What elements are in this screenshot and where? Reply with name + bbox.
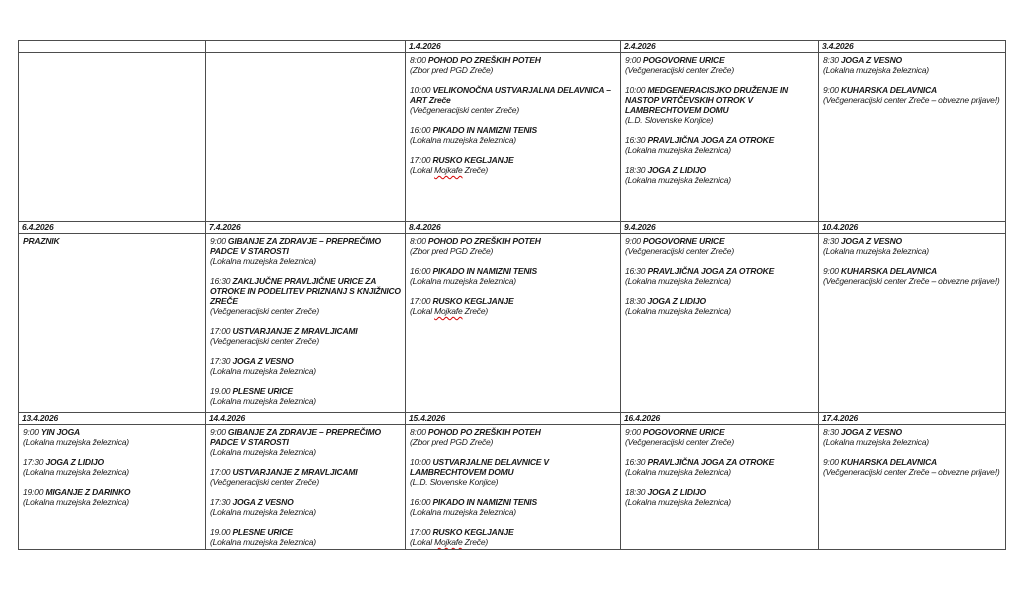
event-head [410, 155, 616, 165]
event [210, 427, 401, 457]
event-head [410, 296, 616, 306]
event-location: (Zbor pred PGD Zreče) [410, 437, 494, 447]
event-location: (Večgeneracijski center Zreče – obvezne prijave!) [823, 276, 1000, 286]
date-header-cell [621, 413, 819, 425]
event-time: 17:00 [410, 296, 433, 306]
event [23, 457, 201, 477]
event-head [625, 165, 814, 175]
event [823, 427, 1001, 447]
event-title: JOGA Z LIDIJO [647, 296, 706, 306]
day-cell-content [19, 53, 205, 221]
event-title: PRAVLJIČNA JOGA ZA OTROKE [647, 266, 775, 276]
event-location: (Lokalna muzejska železnica) [625, 175, 731, 185]
event-time: 18:30 [625, 296, 648, 306]
week-content-row [19, 234, 1006, 413]
event [410, 55, 616, 75]
event-title: MIGANJE Z DARINKO [45, 487, 131, 497]
day-cell [19, 425, 206, 550]
event [210, 497, 401, 517]
event-time: 8:00 [410, 236, 428, 246]
event-location: (Lokal Mojkafe Zreče) [410, 537, 489, 547]
event-time: 19:00 [23, 487, 46, 497]
date-label: 6.4.2026 [22, 222, 54, 232]
event-time: 9:00 [625, 236, 643, 246]
event [410, 155, 616, 175]
event-location: (Lokalna muzejska železnica) [625, 276, 731, 286]
event-location: (Lokalna muzejska železnica) [210, 366, 316, 376]
day-cell-content [819, 53, 1005, 221]
event-time: 17:30 [23, 457, 46, 467]
event-location: (Lokalna muzejska železnica) [410, 135, 516, 145]
event-head [625, 135, 814, 145]
day-cell-content [206, 234, 405, 412]
event-head [210, 386, 401, 396]
event-head [823, 457, 1001, 467]
event-head [625, 427, 814, 437]
date-header-cell [206, 222, 406, 234]
day-cell [819, 425, 1006, 550]
event-title: JOGA Z VESNO [232, 497, 294, 507]
date-header-cell [819, 222, 1006, 234]
date-header-cell [206, 41, 406, 53]
event-title: JOGA Z LIDIJO [45, 457, 104, 467]
event-location: (Lokalna muzejska železnica) [625, 306, 731, 316]
day-cell [206, 53, 406, 222]
event [410, 236, 616, 256]
event-title: JOGA Z VESNO [840, 236, 902, 246]
event-head [23, 427, 201, 437]
event-location: (Lokalna muzejska železnica) [625, 497, 731, 507]
event-title: MEDGENERACISJKO DRUŽENJE IN NASTOP VRTČEVSKIH OTROK V LAMBRECHTOVEM DOMU [625, 85, 788, 115]
event-time: 17:00 [210, 326, 233, 336]
day-cell-content [19, 234, 205, 412]
event-time: 9:00 [823, 266, 841, 276]
event-title: JOGA Z VESNO [232, 356, 294, 366]
event [823, 457, 1001, 477]
event-title: POHOD PO ZREŠKIH POTEH [427, 427, 541, 437]
event-time: 9:00 [210, 427, 228, 437]
date-header-cell [406, 41, 621, 53]
event-time: 19.00 [210, 527, 233, 537]
event-location: (Lokalna muzejska železnica) [410, 507, 516, 517]
event-time: 10:00 [410, 457, 433, 467]
event-location: (Lokalna muzejska železnica) [210, 256, 316, 266]
event [23, 427, 201, 447]
date-label: 7.4.2026 [209, 222, 241, 232]
event-time: 8:30 [823, 427, 841, 437]
event-time: 9:00 [23, 427, 41, 437]
event-title: PRAVLJIČNA JOGA ZA OTROKE [647, 457, 775, 467]
event-head [625, 55, 814, 65]
event [410, 457, 616, 487]
day-cell-content [406, 234, 620, 412]
event-location: (L.D. Slovenske Konjice) [410, 477, 499, 487]
date-label: 10.4.2026 [822, 222, 859, 232]
date-header-row [19, 413, 1006, 425]
event-head [625, 236, 814, 246]
event-title: JOGA Z VESNO [840, 55, 902, 65]
date-label: 17.4.2026 [822, 413, 859, 423]
event [625, 487, 814, 507]
day-cell-content [206, 425, 405, 549]
date-header-cell [19, 222, 206, 234]
event-location: (L.D. Slovenske Konjice) [625, 115, 714, 125]
event-location: (Lokalna muzejska železnica) [210, 507, 316, 517]
event-head [210, 527, 401, 537]
event-head [210, 467, 401, 477]
date-label: 14.4.2026 [209, 413, 246, 423]
event-location: (Zbor pred PGD Zreče) [410, 246, 494, 256]
event-location: (Lokalna muzejska železnica) [625, 145, 731, 155]
day-cell [406, 425, 621, 550]
event-head [210, 236, 401, 256]
event [823, 85, 1001, 105]
event [625, 427, 814, 447]
event-head [210, 356, 401, 366]
event-time: 9:00 [625, 55, 643, 65]
event [625, 266, 814, 286]
event-time: 16:00 [410, 266, 433, 276]
date-label: 16.4.2026 [624, 413, 661, 423]
event-calendar-table [18, 40, 1006, 550]
day-cell-content [406, 425, 620, 549]
event-title: VELIKONOČNA USTVARJALNA DELAVNICA – ART Zreče [410, 85, 611, 105]
event-time: 8:00 [410, 55, 428, 65]
event-head [410, 497, 616, 507]
event-time: 17:00 [210, 467, 233, 477]
day-cell [819, 234, 1006, 413]
event [410, 85, 616, 115]
event-head [823, 266, 1001, 276]
event-location: (Zbor pred PGD Zreče) [410, 65, 494, 75]
date-label: 2.4.2026 [624, 41, 656, 51]
event-title: POHOD PO ZREŠKIH POTEH [427, 55, 541, 65]
date-label: 8.4.2026 [409, 222, 441, 232]
event [210, 276, 401, 316]
event-location: (Večgeneracijski center Zreče – obvezne prijave!) [823, 95, 1000, 105]
holiday-note: PRAZNIK [23, 236, 60, 246]
event-title: POGOVORNE URICE [642, 236, 725, 246]
event-head [210, 276, 401, 306]
event-time: 8:00 [410, 427, 428, 437]
spellcheck-underlined-word: Mojkafe [434, 306, 463, 316]
event-location: (Lokalna muzejska železnica) [210, 447, 316, 457]
event-title: USTVARJANJE Z MRAVLJICAMI [232, 326, 358, 336]
day-cell [19, 234, 206, 413]
event-head [410, 85, 616, 105]
event-time: 19.00 [210, 386, 233, 396]
event-location: (Večgeneracijski center Zreče) [410, 105, 519, 115]
event [23, 487, 201, 507]
event [410, 125, 616, 145]
event-head [410, 266, 616, 276]
week-content-row [19, 53, 1006, 222]
event-time: 18:30 [625, 487, 648, 497]
event-title: POHOD PO ZREŠKIH POTEH [427, 236, 541, 246]
event-location: (Lokalna muzejska železnica) [23, 467, 129, 477]
event-title: GIBANJE ZA ZDRAVJE – PREPREČIMO PADCE V STAROSTI [210, 236, 381, 256]
event-location: (Večgeneracijski center Zreče) [210, 306, 319, 316]
event-head [210, 326, 401, 336]
event [823, 236, 1001, 256]
date-header-cell [621, 222, 819, 234]
event-title: PIKADO IN NAMIZNI TENIS [432, 266, 537, 276]
event-location: (Lokalna muzejska železnica) [823, 437, 929, 447]
day-cell-content [621, 53, 818, 221]
event-time: 18:30 [625, 165, 648, 175]
date-header-cell [19, 413, 206, 425]
event-location: (Lokalna muzejska železnica) [823, 246, 929, 256]
event-location: (Lokal Mojkafe Zreče) [410, 306, 489, 316]
event-head [23, 487, 201, 497]
day-cell [406, 53, 621, 222]
event [625, 85, 814, 125]
day-cell [621, 53, 819, 222]
event-head [210, 497, 401, 507]
event [410, 497, 616, 517]
event-head [625, 487, 814, 497]
event-location: (Lokalna muzejska železnica) [625, 467, 731, 477]
event [625, 457, 814, 477]
event-title: USTVARJALNE DELAVNICE V LAMBRECHTOVEM DOMU [410, 457, 549, 477]
event [210, 386, 401, 406]
event [210, 467, 401, 487]
day-cell-content [819, 425, 1005, 549]
event-time: 9:00 [625, 427, 643, 437]
day-cell-content [406, 53, 620, 221]
date-header-cell [406, 222, 621, 234]
event-title: POGOVORNE URICE [642, 427, 725, 437]
date-header-row [19, 222, 1006, 234]
event [410, 266, 616, 286]
event-head [210, 427, 401, 447]
event-location: (Lokalna muzejska železnica) [23, 437, 129, 447]
event-title: ZAKLJUČNE PRAVLJIČNE URICE ZA OTROKE IN PODELITEV PRIZNANJ S KNJIŽNICO ZREČE [210, 276, 401, 306]
event-time: 16:30 [625, 266, 648, 276]
event-title: PLESNE URICE [232, 386, 293, 396]
event [625, 135, 814, 155]
event [625, 165, 814, 185]
event-head [410, 527, 616, 537]
event-head [410, 55, 616, 65]
event-location: (Večgeneracijski center Zreče – obvezne prijave!) [823, 467, 1000, 477]
week-content-row [19, 425, 1006, 550]
event-head [625, 296, 814, 306]
event-time: 16:00 [410, 497, 433, 507]
event-time: 17:30 [210, 356, 233, 366]
event-head [410, 236, 616, 246]
event-title: JOGA Z VESNO [840, 427, 902, 437]
day-cell-content [206, 53, 405, 221]
date-label: 9.4.2026 [624, 222, 656, 232]
day-cell [19, 53, 206, 222]
date-label: 15.4.2026 [409, 413, 446, 423]
event-time: 10:00 [625, 85, 648, 95]
event-time: 9:00 [823, 85, 841, 95]
event-title: RUSKO KEGLJANJE [432, 527, 514, 537]
event-location: (Večgeneracijski center Zreče) [625, 437, 734, 447]
event-title: JOGA Z LIDIJO [647, 487, 706, 497]
day-cell-content [621, 234, 818, 412]
event-title: KUHARSKA DELAVNICA [840, 266, 937, 276]
date-header-cell [206, 413, 406, 425]
event [210, 236, 401, 266]
day-cell [206, 425, 406, 550]
event-time: 8:30 [823, 236, 841, 246]
event-title: PRAVLJIČNA JOGA ZA OTROKE [647, 135, 775, 145]
date-label: 3.4.2026 [822, 41, 854, 51]
event-title: RUSKO KEGLJANJE [432, 296, 514, 306]
event-head [410, 457, 616, 477]
event-time: 16:00 [410, 125, 433, 135]
event-title: KUHARSKA DELAVNICA [840, 85, 937, 95]
event-title: KUHARSKA DELAVNICA [840, 457, 937, 467]
event-head [823, 55, 1001, 65]
event-head [23, 457, 201, 467]
day-cell-content [621, 425, 818, 549]
event-title: USTVARJANJE Z MRAVLJICAMI [232, 467, 358, 477]
day-cell-content [819, 234, 1005, 412]
event-time: 9:00 [210, 236, 228, 246]
event-head [823, 236, 1001, 246]
event [625, 236, 814, 256]
event-location: (Večgeneracijski center Zreče) [210, 336, 319, 346]
event [210, 356, 401, 376]
date-header-cell [819, 413, 1006, 425]
event-location: (Lokalna muzejska železnica) [410, 276, 516, 286]
event-location: (Lokalna muzejska železnica) [823, 65, 929, 75]
event [625, 296, 814, 316]
date-header-cell [406, 413, 621, 425]
event [210, 527, 401, 547]
event-location: (Lokalna muzejska železnica) [210, 537, 316, 547]
event-title: PLESNE URICE [232, 527, 293, 537]
event-time: 16:30 [625, 135, 648, 145]
event-head [823, 427, 1001, 437]
event-head [625, 457, 814, 467]
day-cell [621, 234, 819, 413]
event-location: (Večgeneracijski center Zreče) [210, 477, 319, 487]
date-header-cell [819, 41, 1006, 53]
event-time: 16:30 [210, 276, 233, 286]
event-time: 17:00 [410, 155, 433, 165]
event-title: POGOVORNE URICE [642, 55, 725, 65]
event-title: JOGA Z LIDIJO [647, 165, 706, 175]
event-time: 10:00 [410, 85, 433, 95]
event-time: 17:00 [410, 527, 433, 537]
date-header-cell [19, 41, 206, 53]
event-title: PIKADO IN NAMIZNI TENIS [432, 497, 537, 507]
event-head [410, 125, 616, 135]
event [410, 427, 616, 447]
event-title: RUSKO KEGLJANJE [432, 155, 514, 165]
day-cell [206, 234, 406, 413]
event-location: (Lokal Mojkafe Zreče) [410, 165, 489, 175]
event-head [410, 427, 616, 437]
event-location: (Lokalna muzejska železnica) [23, 497, 129, 507]
event-head [823, 85, 1001, 95]
event-head [625, 85, 814, 115]
event-location: (Lokalna muzejska železnica) [210, 396, 316, 406]
event [210, 326, 401, 346]
date-label: 1.4.2026 [409, 41, 441, 51]
event-title: PIKADO IN NAMIZNI TENIS [432, 125, 537, 135]
day-cell [406, 234, 621, 413]
event-time: 16:30 [625, 457, 648, 467]
event [823, 55, 1001, 75]
date-label: 13.4.2026 [22, 413, 59, 423]
event [410, 296, 616, 316]
event-time: 9:00 [823, 457, 841, 467]
day-cell-content [19, 425, 205, 549]
event [410, 527, 616, 547]
event [625, 55, 814, 75]
event-location: (Večgeneracijski center Zreče) [625, 246, 734, 256]
event-title: YIN JOGA [40, 427, 80, 437]
event-head [625, 266, 814, 276]
spellcheck-underlined-word: Mojkafe [434, 537, 463, 547]
event-time: 8:30 [823, 55, 841, 65]
spellcheck-underlined-word: Mojkafe [434, 165, 463, 175]
day-cell [819, 53, 1006, 222]
date-header-row [19, 41, 1006, 53]
event [823, 266, 1001, 286]
date-header-cell [621, 41, 819, 53]
event-location: (Večgeneracijski center Zreče) [625, 65, 734, 75]
day-cell [621, 425, 819, 550]
event-time: 17:30 [210, 497, 233, 507]
event-title: GIBANJE ZA ZDRAVJE – PREPREČIMO PADCE V STAROSTI [210, 427, 381, 447]
